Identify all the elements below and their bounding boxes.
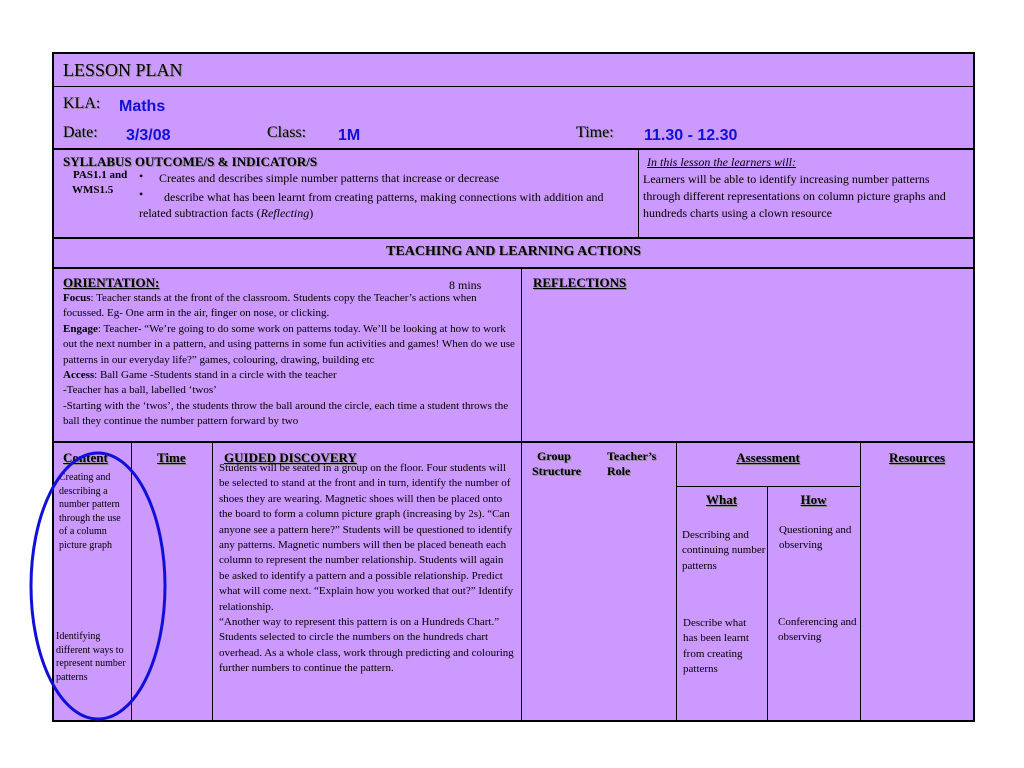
group-heading-2: Structure <box>532 464 582 478</box>
how-heading: How <box>800 492 827 507</box>
guided-text: Students will be seated in a group on the floor. Four students will be selected to stand at the front and in turn, identify the number of shoes they are wearing. Magnetic shoes will then be placed onto the board to form a column picture graph (increasing by 2s). “Can anyone see a pattern here?” Students will be questioned to identify any patterns. Magnetic numbers will then be placed beneath each column to represent the number relationship. Students will again be asked to identify a pattern and a possible relationship. Predict what will come next. “Explain how you worked that out?” Identify relationship. “Another way to represent this pattern is on a Hundreds Chart.” Students selected to circle the numbers on the hundreds chart overhead. As a whole class, work through predicting and colouring further numbers to continue the pattern. <box>219 462 514 675</box>
resources-heading: Resources <box>888 450 946 465</box>
syllabus-heading: SYLLABUS OUTCOME/S & INDICATOR/S <box>63 154 318 169</box>
time-heading: Time <box>157 450 186 465</box>
guided-heading: GUIDED DISCOVERY <box>224 450 357 465</box>
class-label: Class: <box>267 124 307 141</box>
bullet-2: • <box>139 187 144 201</box>
date-label: Date: <box>63 124 98 141</box>
time-label: Time: <box>576 124 614 141</box>
time-value: 11.30 - 12.30 <box>644 127 738 144</box>
class-value: 1M <box>338 127 361 144</box>
annotation-circle-mark <box>31 453 165 719</box>
content-heading: Content <box>63 450 108 465</box>
outcome-code-2: WMS1.5 <box>72 184 114 196</box>
date-value: 3/3/08 <box>126 127 171 144</box>
bullet-1: • <box>139 169 144 183</box>
learners-heading: In this lesson the learners will: <box>647 155 796 169</box>
learners-text: Learners will be able to identify increasing number patterns through different representations on column picture graphs and hundreds charts using a clown resource <box>643 172 946 220</box>
teacher-heading-2: Role <box>607 464 631 478</box>
group-heading-1: Group <box>537 449 571 463</box>
assessment-how-1: Questioning and observing <box>779 524 852 552</box>
teaching-heading: TEACHING AND LEARNING ACTIONS <box>386 244 641 259</box>
assessment-what-2: Describe what has been learnt from creating patterns <box>683 617 749 676</box>
indicator-1: Creates and describes simple number patterns that increase or decrease <box>159 171 500 185</box>
reflections-heading: REFLECTIONS <box>533 275 627 290</box>
kla-label: KLA: <box>63 95 101 112</box>
assessment-how-2: Conferencing and observing <box>778 616 857 644</box>
page-title: LESSON PLAN <box>63 60 183 80</box>
indicator-2: describe what has been learnt from creating patterns, making connections with addition and related subtraction facts (Reflecting) <box>139 190 604 220</box>
orientation-duration: 8 mins <box>449 278 482 292</box>
assessment-what-1: Describing and continuing number patterns <box>682 529 766 572</box>
outcome-codes: PAS1.1 and <box>73 169 128 181</box>
what-heading: What <box>705 492 738 507</box>
teacher-heading-1: Teacher’s <box>607 449 657 463</box>
orientation-text: Focus: Teacher stands at the front of the classroom. Students copy the Teacher’s actions when focussed. Eg- One arm in the air, finger on nose, or clicking. Engage: Teacher- “We’re going to do some work on patterns today. We’ll be looking at how to work out the next number in a pattern, and using patterns in some fun activities and games! When do we use patterns in our everyday life?” games, colouring, drawing, building etc Access: Ball Game -Students stand in a circle with the teacher -Teacher has a ball, labelled ‘twos’ -Starting with the ‘twos’, the students throw the ball around the circle, each time a student throws the ball they continue the number pattern forward by two <box>63 292 515 428</box>
orientation-heading: ORIENTATION: <box>63 275 160 290</box>
assessment-heading: Assessment <box>736 450 800 465</box>
kla-value: Maths <box>119 98 166 115</box>
content-item-2: Identifying different ways to represent number patterns <box>56 631 126 683</box>
content-item-1: Creating and describing a number pattern through the use of a column picture graph <box>59 472 121 551</box>
